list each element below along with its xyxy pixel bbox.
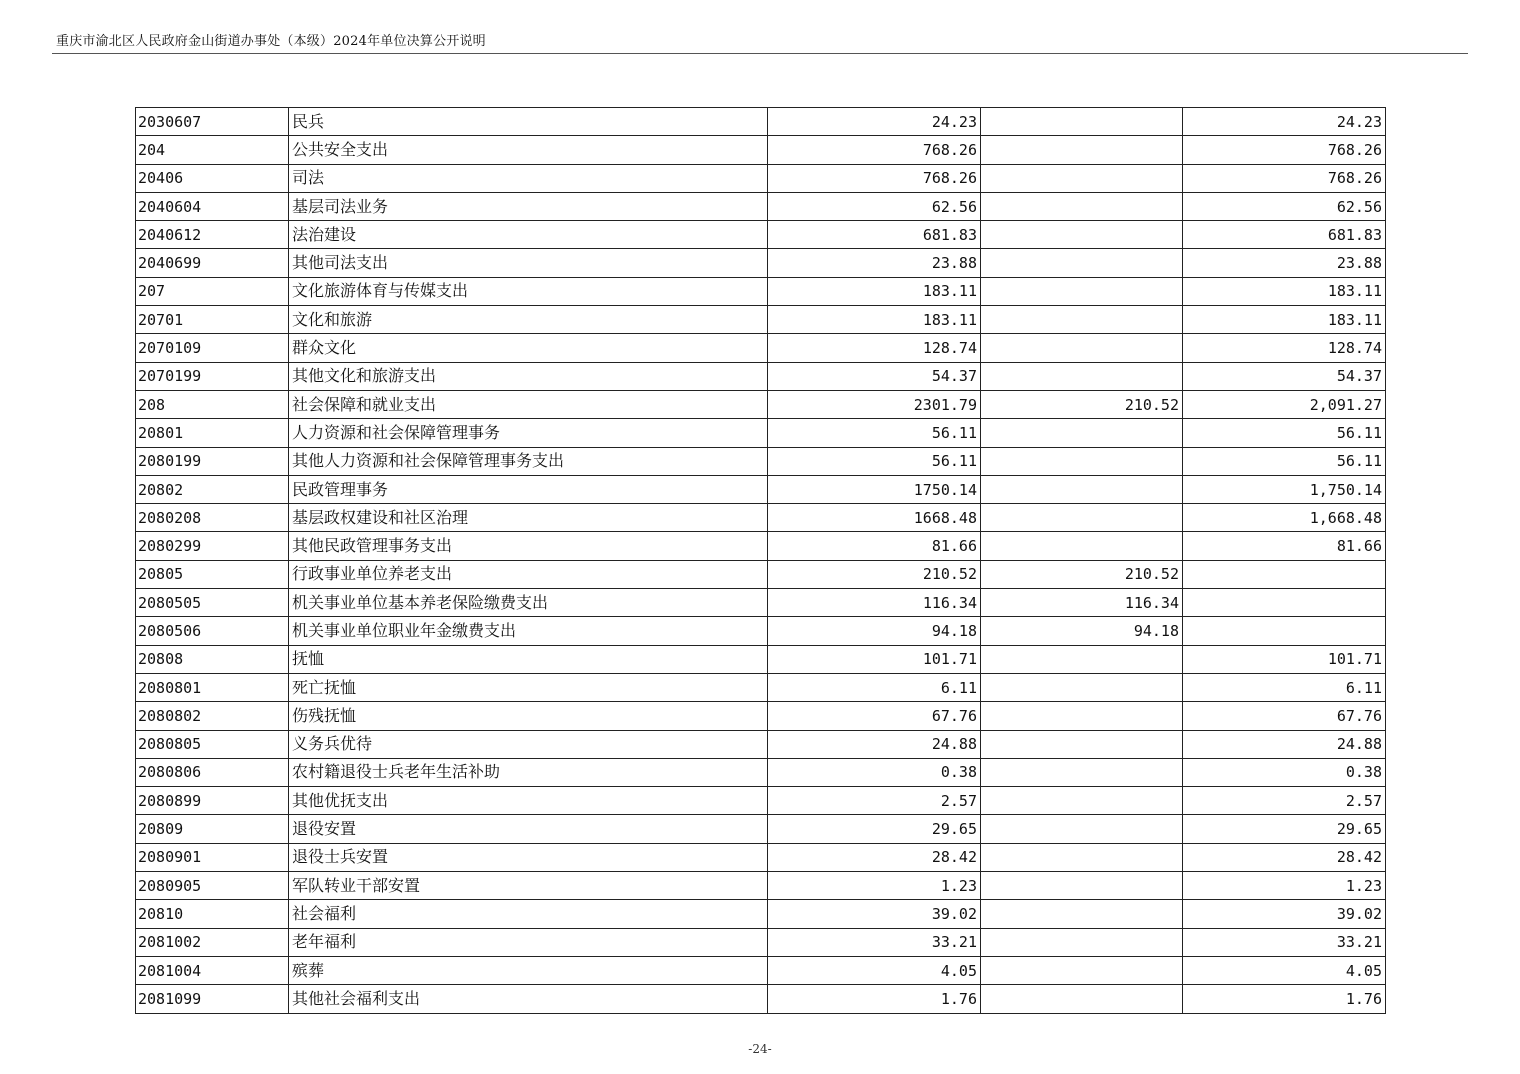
cell-total-amount: 28.42 — [768, 843, 981, 871]
cell-subject-name: 义务兵优待 — [289, 730, 768, 758]
cell-total-amount: 101.71 — [768, 645, 981, 673]
cell-total-amount: 2301.79 — [768, 390, 981, 418]
cell-subject-name: 其他社会福利支出 — [289, 985, 768, 1013]
cell-project-expenditure: 33.21 — [1183, 928, 1386, 956]
cell-basic-expenditure — [981, 221, 1183, 249]
cell-subject-code: 2080805 — [136, 730, 289, 758]
cell-subject-code: 2081099 — [136, 985, 289, 1013]
table-row — [136, 532, 1386, 560]
cell-project-expenditure: 2.57 — [1183, 787, 1386, 815]
table-row — [136, 900, 1386, 928]
cell-subject-code: 2080199 — [136, 447, 289, 475]
cell-project-expenditure: 128.74 — [1183, 334, 1386, 362]
cell-subject-code: 204 — [136, 136, 289, 164]
table-row — [136, 277, 1386, 305]
cell-project-expenditure: 2,091.27 — [1183, 390, 1386, 418]
cell-project-expenditure: 56.11 — [1183, 419, 1386, 447]
table-row — [136, 419, 1386, 447]
table-row — [136, 192, 1386, 220]
cell-total-amount: 67.76 — [768, 702, 981, 730]
cell-total-amount: 29.65 — [768, 815, 981, 843]
table-row — [136, 164, 1386, 192]
page-number: -24- — [748, 1042, 772, 1056]
cell-basic-expenditure — [981, 108, 1183, 136]
cell-total-amount: 56.11 — [768, 419, 981, 447]
table-row — [136, 617, 1386, 645]
cell-total-amount: 183.11 — [768, 306, 981, 334]
cell-total-amount: 768.26 — [768, 164, 981, 192]
cell-subject-code: 20809 — [136, 815, 289, 843]
cell-basic-expenditure: 210.52 — [981, 390, 1183, 418]
cell-subject-code: 2080208 — [136, 504, 289, 532]
cell-subject-name: 公共安全支出 — [289, 136, 768, 164]
table-row — [136, 560, 1386, 588]
table-row — [136, 249, 1386, 277]
cell-subject-code: 2080801 — [136, 673, 289, 701]
cell-subject-code: 20801 — [136, 419, 289, 447]
cell-subject-code: 20701 — [136, 306, 289, 334]
cell-subject-code: 208 — [136, 390, 289, 418]
cell-subject-name: 退役士兵安置 — [289, 843, 768, 871]
table-row — [136, 136, 1386, 164]
cell-subject-code: 2080505 — [136, 589, 289, 617]
cell-project-expenditure: 56.11 — [1183, 447, 1386, 475]
cell-subject-code: 2080802 — [136, 702, 289, 730]
cell-basic-expenditure: 94.18 — [981, 617, 1183, 645]
cell-project-expenditure: 28.42 — [1183, 843, 1386, 871]
cell-subject-name: 伤残抚恤 — [289, 702, 768, 730]
cell-basic-expenditure — [981, 277, 1183, 305]
cell-subject-code: 2080905 — [136, 872, 289, 900]
cell-project-expenditure: 24.23 — [1183, 108, 1386, 136]
cell-basic-expenditure — [981, 419, 1183, 447]
cell-subject-code: 2081004 — [136, 956, 289, 984]
header-divider — [52, 53, 1468, 54]
cell-subject-code: 2080899 — [136, 787, 289, 815]
cell-subject-code: 2030607 — [136, 108, 289, 136]
cell-subject-name: 抚恤 — [289, 645, 768, 673]
cell-basic-expenditure — [981, 136, 1183, 164]
cell-subject-name: 社会福利 — [289, 900, 768, 928]
cell-project-expenditure: 1.76 — [1183, 985, 1386, 1013]
cell-subject-name: 退役安置 — [289, 815, 768, 843]
cell-project-expenditure: 768.26 — [1183, 136, 1386, 164]
cell-basic-expenditure — [981, 843, 1183, 871]
cell-subject-code: 2080506 — [136, 617, 289, 645]
cell-basic-expenditure — [981, 673, 1183, 701]
cell-subject-name: 死亡抚恤 — [289, 673, 768, 701]
cell-subject-code: 207 — [136, 277, 289, 305]
cell-project-expenditure: 54.37 — [1183, 362, 1386, 390]
cell-total-amount: 24.88 — [768, 730, 981, 758]
cell-project-expenditure: 67.76 — [1183, 702, 1386, 730]
table-row — [136, 504, 1386, 532]
cell-subject-name: 法治建设 — [289, 221, 768, 249]
cell-subject-name: 其他民政管理事务支出 — [289, 532, 768, 560]
cell-basic-expenditure — [981, 758, 1183, 786]
cell-subject-name: 军队转业干部安置 — [289, 872, 768, 900]
cell-basic-expenditure — [981, 787, 1183, 815]
table-row — [136, 447, 1386, 475]
cell-subject-code: 2070199 — [136, 362, 289, 390]
cell-total-amount: 33.21 — [768, 928, 981, 956]
cell-project-expenditure: 1.23 — [1183, 872, 1386, 900]
cell-project-expenditure: 0.38 — [1183, 758, 1386, 786]
table-row — [136, 589, 1386, 617]
cell-total-amount: 24.23 — [768, 108, 981, 136]
cell-subject-name: 殡葬 — [289, 956, 768, 984]
table-row — [136, 334, 1386, 362]
cell-basic-expenditure — [981, 645, 1183, 673]
cell-total-amount: 6.11 — [768, 673, 981, 701]
cell-subject-name: 其他司法支出 — [289, 249, 768, 277]
cell-basic-expenditure — [981, 928, 1183, 956]
cell-total-amount: 1750.14 — [768, 475, 981, 503]
cell-subject-name: 民兵 — [289, 108, 768, 136]
cell-subject-name: 基层司法业务 — [289, 192, 768, 220]
table-row — [136, 362, 1386, 390]
cell-basic-expenditure — [981, 164, 1183, 192]
cell-basic-expenditure: 210.52 — [981, 560, 1183, 588]
cell-total-amount: 54.37 — [768, 362, 981, 390]
cell-subject-code: 20802 — [136, 475, 289, 503]
table-row — [136, 673, 1386, 701]
cell-total-amount: 116.34 — [768, 589, 981, 617]
cell-subject-name: 民政管理事务 — [289, 475, 768, 503]
cell-total-amount: 128.74 — [768, 334, 981, 362]
cell-basic-expenditure — [981, 192, 1183, 220]
budget-table-container — [135, 107, 1386, 1014]
cell-subject-name: 群众文化 — [289, 334, 768, 362]
cell-basic-expenditure — [981, 872, 1183, 900]
cell-basic-expenditure — [981, 702, 1183, 730]
cell-basic-expenditure — [981, 362, 1183, 390]
budget-expenditure-table — [135, 107, 1386, 1014]
cell-project-expenditure: 29.65 — [1183, 815, 1386, 843]
cell-subject-name: 其他优抚支出 — [289, 787, 768, 815]
cell-basic-expenditure — [981, 475, 1183, 503]
table-row — [136, 306, 1386, 334]
cell-subject-code: 20805 — [136, 560, 289, 588]
cell-basic-expenditure — [981, 815, 1183, 843]
cell-subject-name: 老年福利 — [289, 928, 768, 956]
cell-project-expenditure — [1183, 617, 1386, 645]
cell-subject-name: 农村籍退役士兵老年生活补助 — [289, 758, 768, 786]
cell-basic-expenditure — [981, 504, 1183, 532]
table-row — [136, 702, 1386, 730]
cell-subject-code: 2080299 — [136, 532, 289, 560]
cell-project-expenditure: 39.02 — [1183, 900, 1386, 928]
cell-total-amount: 62.56 — [768, 192, 981, 220]
table-row — [136, 645, 1386, 673]
cell-subject-code: 2081002 — [136, 928, 289, 956]
cell-project-expenditure: 768.26 — [1183, 164, 1386, 192]
cell-subject-code: 2070109 — [136, 334, 289, 362]
cell-subject-code: 20810 — [136, 900, 289, 928]
cell-project-expenditure: 183.11 — [1183, 306, 1386, 334]
cell-project-expenditure: 1,668.48 — [1183, 504, 1386, 532]
document-header-title: 重庆市渝北区人民政府金山街道办事处（本级）2024年单位决算公开说明 — [56, 34, 486, 49]
table-row — [136, 815, 1386, 843]
cell-total-amount: 1.76 — [768, 985, 981, 1013]
cell-total-amount: 2.57 — [768, 787, 981, 815]
cell-total-amount: 768.26 — [768, 136, 981, 164]
cell-project-expenditure: 6.11 — [1183, 673, 1386, 701]
cell-basic-expenditure — [981, 956, 1183, 984]
cell-project-expenditure: 24.88 — [1183, 730, 1386, 758]
cell-subject-code: 2040612 — [136, 221, 289, 249]
cell-subject-name: 机关事业单位基本养老保险缴费支出 — [289, 589, 768, 617]
cell-subject-name: 文化和旅游 — [289, 306, 768, 334]
cell-subject-code: 20406 — [136, 164, 289, 192]
cell-total-amount: 1668.48 — [768, 504, 981, 532]
cell-basic-expenditure — [981, 334, 1183, 362]
cell-subject-code: 2040699 — [136, 249, 289, 277]
cell-total-amount: 4.05 — [768, 956, 981, 984]
cell-subject-name: 文化旅游体育与传媒支出 — [289, 277, 768, 305]
table-row — [136, 928, 1386, 956]
cell-subject-name: 机关事业单位职业年金缴费支出 — [289, 617, 768, 645]
cell-project-expenditure: 681.83 — [1183, 221, 1386, 249]
cell-project-expenditure: 23.88 — [1183, 249, 1386, 277]
cell-project-expenditure: 183.11 — [1183, 277, 1386, 305]
cell-project-expenditure: 101.71 — [1183, 645, 1386, 673]
cell-total-amount: 39.02 — [768, 900, 981, 928]
cell-project-expenditure: 1,750.14 — [1183, 475, 1386, 503]
table-row — [136, 758, 1386, 786]
cell-basic-expenditure: 116.34 — [981, 589, 1183, 617]
cell-subject-name: 其他文化和旅游支出 — [289, 362, 768, 390]
cell-subject-code: 2080806 — [136, 758, 289, 786]
cell-project-expenditure — [1183, 560, 1386, 588]
cell-total-amount: 183.11 — [768, 277, 981, 305]
table-row — [136, 843, 1386, 871]
cell-total-amount: 81.66 — [768, 532, 981, 560]
cell-total-amount: 94.18 — [768, 617, 981, 645]
cell-basic-expenditure — [981, 306, 1183, 334]
table-row — [136, 985, 1386, 1013]
cell-total-amount: 1.23 — [768, 872, 981, 900]
cell-total-amount: 56.11 — [768, 447, 981, 475]
cell-project-expenditure: 81.66 — [1183, 532, 1386, 560]
cell-basic-expenditure — [981, 532, 1183, 560]
cell-subject-code: 2040604 — [136, 192, 289, 220]
cell-basic-expenditure — [981, 447, 1183, 475]
cell-project-expenditure: 62.56 — [1183, 192, 1386, 220]
cell-basic-expenditure — [981, 730, 1183, 758]
table-row — [136, 872, 1386, 900]
cell-total-amount: 681.83 — [768, 221, 981, 249]
cell-basic-expenditure — [981, 985, 1183, 1013]
table-row — [136, 108, 1386, 136]
cell-subject-name: 社会保障和就业支出 — [289, 390, 768, 418]
cell-total-amount: 0.38 — [768, 758, 981, 786]
cell-subject-name: 其他人力资源和社会保障管理事务支出 — [289, 447, 768, 475]
table-row — [136, 956, 1386, 984]
table-row — [136, 221, 1386, 249]
cell-project-expenditure — [1183, 589, 1386, 617]
cell-total-amount: 23.88 — [768, 249, 981, 277]
table-body — [136, 108, 1386, 1014]
cell-subject-name: 司法 — [289, 164, 768, 192]
table-row — [136, 730, 1386, 758]
table-row — [136, 475, 1386, 503]
cell-subject-name: 基层政权建设和社区治理 — [289, 504, 768, 532]
cell-subject-name: 行政事业单位养老支出 — [289, 560, 768, 588]
cell-subject-code: 20808 — [136, 645, 289, 673]
cell-basic-expenditure — [981, 249, 1183, 277]
table-row — [136, 787, 1386, 815]
cell-basic-expenditure — [981, 900, 1183, 928]
cell-total-amount: 210.52 — [768, 560, 981, 588]
cell-subject-name: 人力资源和社会保障管理事务 — [289, 419, 768, 447]
cell-project-expenditure: 4.05 — [1183, 956, 1386, 984]
table-row — [136, 390, 1386, 418]
cell-subject-code: 2080901 — [136, 843, 289, 871]
